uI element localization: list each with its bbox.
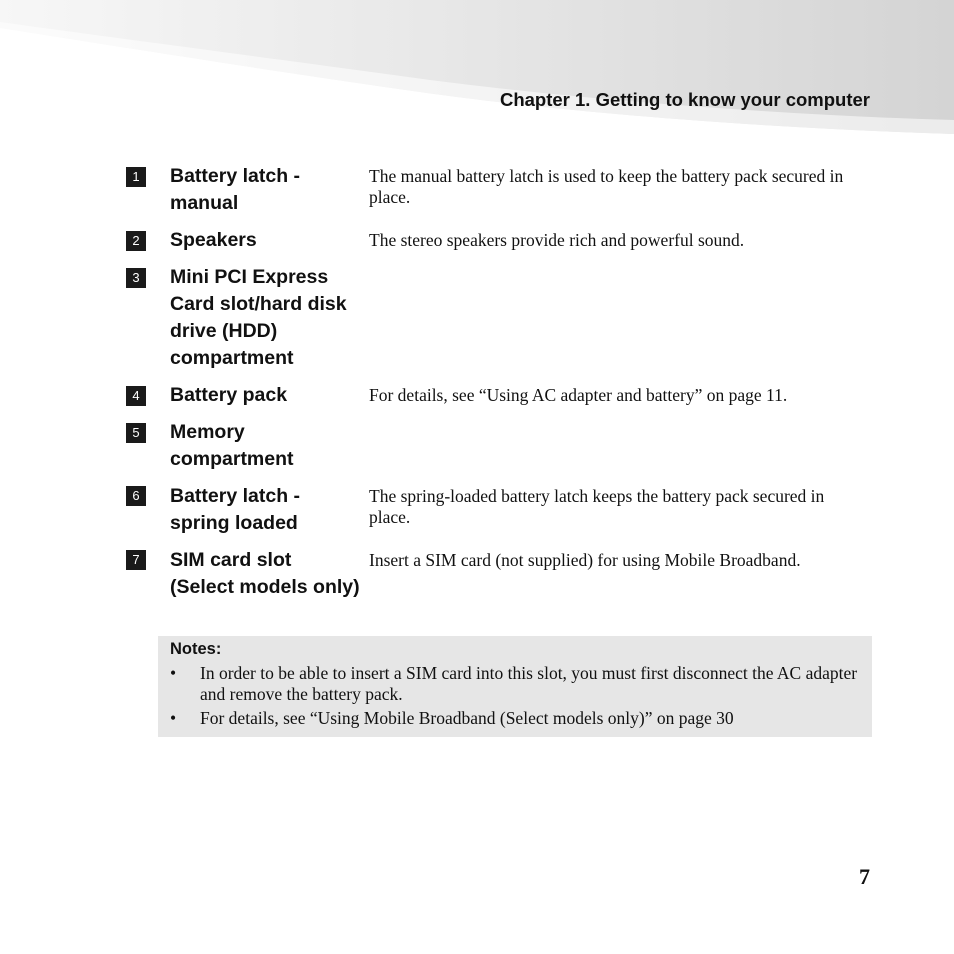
item-term: Battery latch - manual	[170, 165, 301, 214]
item-term: Battery pack	[170, 384, 288, 406]
notes-title: Notes:	[170, 640, 222, 658]
item-description: For details, see “Using AC adapter and battery” on page 11.	[369, 385, 788, 405]
item-description: Insert a SIM card (not supplied) for using Mobile Broadband.	[369, 550, 801, 570]
item-term: Battery latch - spring loaded	[170, 485, 301, 534]
item-description: The spring-loaded battery latch keeps the battery pack secured in place.	[369, 486, 825, 527]
item-term: Memory compartment	[170, 421, 294, 470]
note-text: For details, see “Using Mobile Broadband (Select models only)” on page 30	[200, 708, 734, 728]
note-text: In order to be able to insert a SIM card into this slot, you must first disconnect the AC adapter and remove the battery pack.	[200, 663, 858, 704]
item-number-badge: 2	[126, 231, 146, 251]
item-number-badge: 4	[126, 386, 146, 406]
page-number: 7	[859, 864, 870, 889]
header-swoosh-decoration	[0, 0, 954, 140]
item-number-badge: 6	[126, 486, 146, 506]
item-term: Speakers	[170, 229, 257, 251]
item-description: The stereo speakers provide rich and powerful sound.	[369, 230, 745, 250]
item-number-badge: 7	[126, 550, 146, 570]
item-term: Mini PCI Express Card slot/hard disk drive (HDD) compartment	[170, 266, 347, 369]
item-term: SIM card slot (Select models only)	[170, 549, 360, 598]
item-number-badge: 5	[126, 423, 146, 443]
bullet-icon: •	[170, 663, 177, 683]
item-number-badge: 3	[126, 268, 146, 288]
bullet-icon: •	[170, 708, 177, 728]
notes-box	[158, 636, 872, 737]
item-description: The manual battery latch is used to keep the battery pack secured in place.	[369, 166, 844, 207]
chapter-title: Chapter 1. Getting to know your computer	[499, 89, 870, 110]
item-number-badge: 1	[126, 167, 146, 187]
